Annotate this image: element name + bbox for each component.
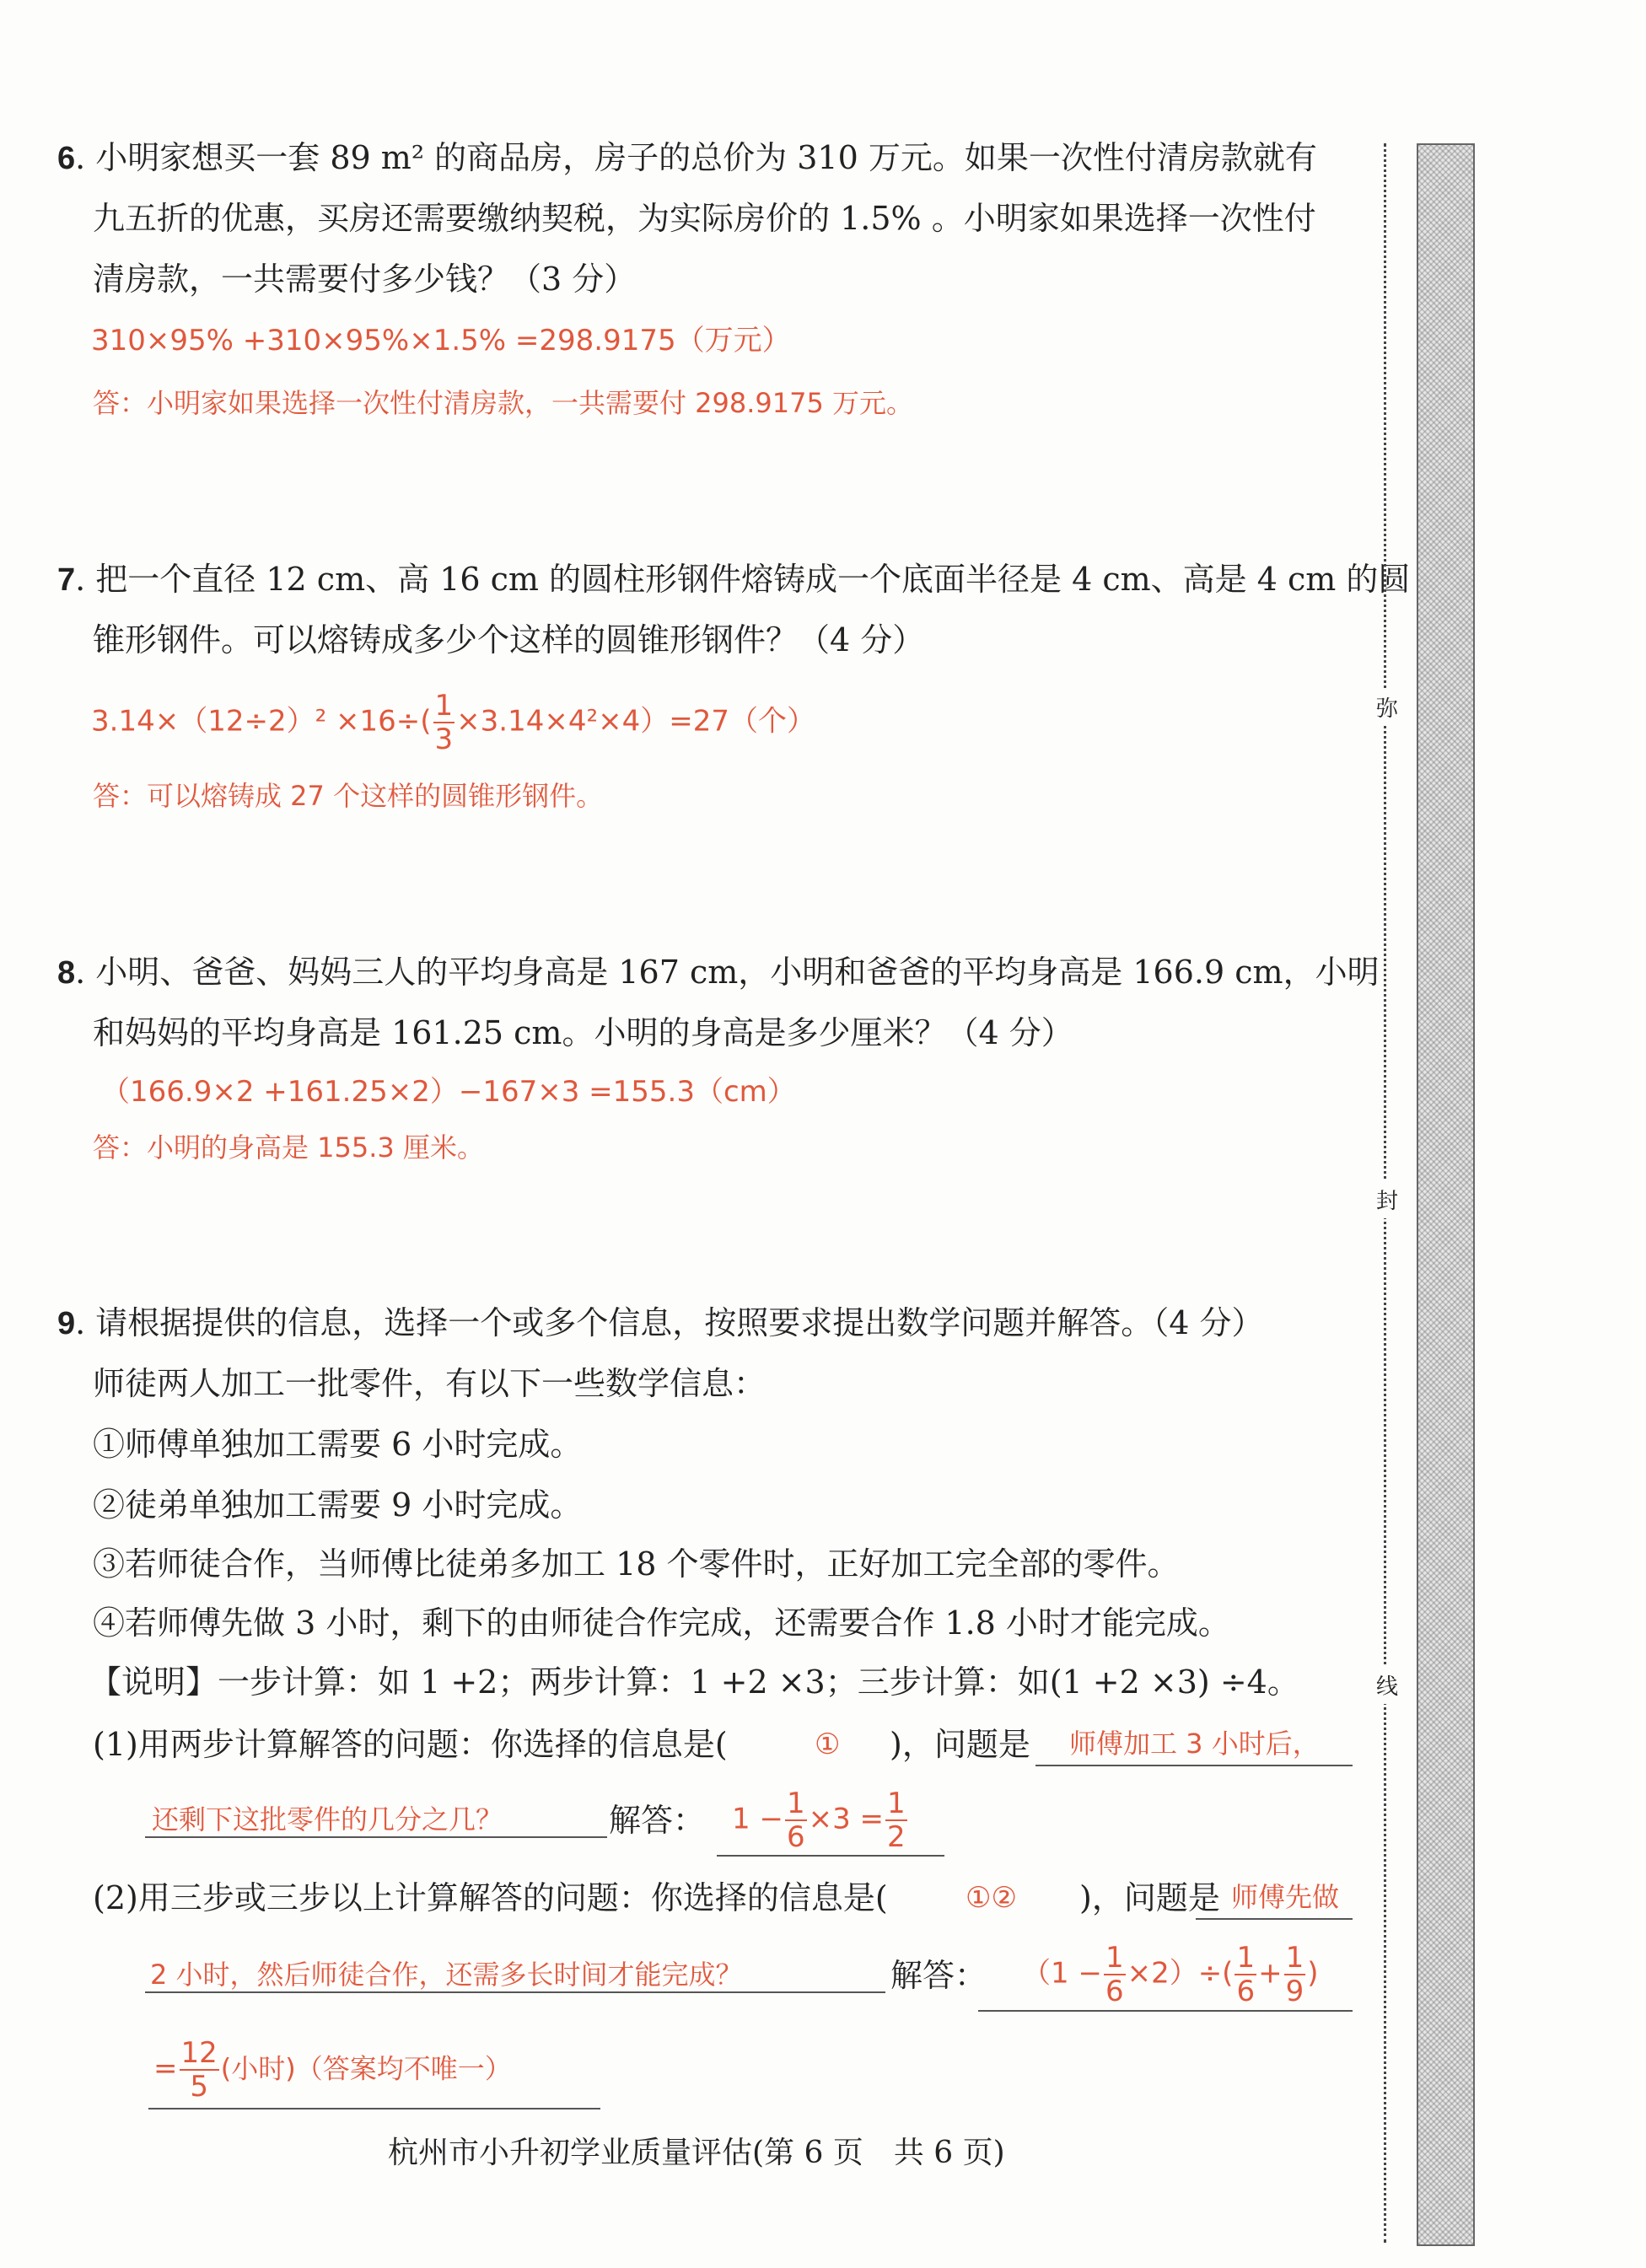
binding-label-mi: 弥	[1374, 688, 1400, 726]
q7-line2: 锥形钢件。可以熔铸成多少个这样的圆锥形钢件？（4 分）	[93, 621, 925, 658]
q9-p1-solution	[732, 1787, 909, 1854]
q9-p1-question-1: 师傅加工 3 小时后，	[1069, 1728, 1320, 1760]
q8-work: （166.9×2 +161.25×2）−167×3 =155.3（cm）	[101, 1075, 796, 1109]
q9-info2: ②徒弟单独加工需要 9 小时完成。	[93, 1486, 583, 1524]
q9-p2-sol-frac-3	[1284, 1943, 1306, 2006]
q9-p1-mid: )，问题是	[890, 1726, 1030, 1763]
q7-frac-num: 1	[434, 689, 454, 723]
q6-answer: 答：小明家如果选择一次性付清房款，一共需要付 298.9175 万元。	[93, 387, 914, 419]
q9-p2-solve-label: 解答：	[890, 1957, 987, 1994]
q9-p1-sol-frac-num: 1	[786, 1787, 805, 1820]
q9-p2-mid: )，问题是	[1079, 1879, 1220, 1916]
q9-p1-sol-frac	[785, 1787, 807, 1854]
q9-info4: ④若师傅先做 3 小时，剩下的由师徒合作完成，还需要合作 1.8 小时才能完成。	[93, 1604, 1230, 1642]
q9-p2-sol-a: （1 −	[1022, 1956, 1102, 1991]
q9-p2-sol-c: )	[1307, 1956, 1319, 1991]
q9-p2-result	[153, 2036, 512, 2104]
binding-label-xian: 线	[1374, 1666, 1400, 1704]
q9-p2-question-underline-1	[1196, 1918, 1353, 1920]
q8-line2: 和妈妈的平均身高是 161.25 cm。小明的身高是多少厘米？（4 分）	[93, 1014, 1073, 1051]
q9-p1-sol-b: ×3 =	[808, 1802, 884, 1836]
q9-p2-sol-frac-2-den: 6	[1236, 1975, 1256, 2008]
q6-text-1: . 小明家想买一套 89 m² 的商品房，房子的总价为 310 万元。如果一次性付清房款就有	[75, 139, 1317, 176]
q9-p1-sol-result-num: 1	[887, 1787, 906, 1820]
q9-note: 【说明】一步计算：如 1 +2；两步计算：1 +2 ×3；三步计算：如(1 +2 ×3) ÷4。	[89, 1663, 1299, 1701]
q9-p2-res-frac-num: 12	[180, 2036, 218, 2070]
q9-p1-sol-a: 1 −	[732, 1802, 783, 1836]
q6-line2: 九五折的优惠，买房还需要缴纳契税，为实际房价的 1.5% 。小明家如果选择一次性付	[93, 200, 1316, 237]
q6-line1	[57, 139, 1317, 176]
q6-number: 6	[57, 141, 76, 176]
q7-line1	[57, 563, 1410, 596]
q9-info1: ①师傅单独加工需要 6 小时完成。	[93, 1426, 583, 1463]
q7-frac-den: 3	[434, 723, 454, 756]
q9-p1-prefix: (1)用两步计算解答的问题：你选择的信息是(	[93, 1726, 728, 1763]
q8-answer: 答：小明的身高是 155.3 厘米。	[93, 1131, 484, 1164]
q9-p2-prefix: (2)用三步或三步以上计算解答的问题：你选择的信息是(	[93, 1879, 888, 1916]
q9-p2-sol-frac-3-den: 9	[1285, 1975, 1304, 2008]
q9-p2-question-1: 师傅先做	[1231, 1881, 1340, 1913]
q9-p2-sol-frac-2	[1234, 1943, 1256, 2006]
page-footer: 杭州市小升初学业质量评估(第 6 页 共 6 页)	[388, 2136, 1005, 2170]
q9-line2: 师徒两人加工一批零件，有以下一些数学信息：	[93, 1365, 767, 1402]
q8-text-1: . 小明、爸爸、妈妈三人的平均身高是 167 cm，小明和爸爸的平均身高是 166.9 cm，小明	[75, 954, 1380, 991]
q9-p2-sol-frac-3-num: 1	[1285, 1941, 1304, 1975]
q7-work	[91, 691, 815, 754]
q9-p2-solution-underline-1	[978, 2010, 1353, 2012]
q9-p2-res-frac-den: 5	[190, 2070, 208, 2104]
q8-line1	[57, 956, 1380, 989]
q9-p2-choice: ①②	[966, 1881, 1017, 1915]
q9-text-1: . 请根据提供的信息，选择一个或多个信息，按照要求提出数学问题并解答。（4 分）	[75, 1304, 1264, 1341]
q9-p2-sol-frac-1	[1104, 1943, 1126, 2006]
q7-work-b: ×3.14×4²×4）=27（个）	[456, 704, 815, 739]
q9-p2-solution	[1022, 1943, 1319, 2006]
q9-p1-sol-frac-den: 6	[786, 1820, 805, 1854]
q9-p2-res-tail: (小时)（答案均不唯一）	[220, 2052, 512, 2085]
q9-p2-sol-plus: +	[1258, 1956, 1283, 1991]
q6-work: 310×95% +310×95%×1.5% =298.9175（万元）	[91, 324, 791, 357]
q7-answer: 答：可以熔铸成 27 个这样的圆锥形钢件。	[93, 780, 604, 812]
binding-hatched-strip	[1417, 143, 1475, 2246]
q9-p2-question-2: 2 小时，然后师徒合作，还需多长时间才能完成？	[150, 1959, 743, 1991]
q7-number: 7	[57, 562, 76, 598]
q9-p2-sol-b: ×2）÷(	[1127, 1956, 1234, 1991]
q9-number: 9	[57, 1306, 76, 1341]
q8-number: 8	[57, 955, 76, 991]
q9-p2-question-underline-2	[145, 1991, 885, 1993]
q7-work-a: 3.14×（12÷2）² ×16÷(	[91, 704, 432, 739]
q9-line1	[57, 1304, 1264, 1341]
q9-p1-solution-underline	[717, 1855, 944, 1857]
q7-text-1: . 把一个直径 12 cm、高 16 cm 的圆柱形钢件熔铸成一个底面半径是 4 cm、高是 4 cm 的圆	[75, 561, 1411, 598]
q9-p2-res-frac	[180, 2036, 219, 2104]
q6-line3: 清房款，一共需要付多少钱？（3 分）	[93, 261, 637, 298]
q9-p1-solve-label: 解答：	[609, 1802, 706, 1839]
q9-p2-sol-frac-1-num: 1	[1105, 1941, 1124, 1975]
q9-p1-choice: ①	[815, 1728, 841, 1761]
q9-p1-question-underline-1	[1035, 1765, 1353, 1766]
q9-info3: ③若师徒合作，当师傅比徒弟多加工 18 个零件时，正好加工完全部的零件。	[93, 1545, 1180, 1583]
q9-p2-sol-frac-1-den: 6	[1105, 1975, 1124, 2008]
q9-p1-question-2: 还剩下这批零件的几分之几？	[152, 1803, 503, 1835]
q7-fraction	[433, 691, 455, 754]
q9-p2-solution-underline-2	[148, 2108, 600, 2109]
binding-label-feng: 封	[1374, 1180, 1400, 1218]
q9-p1-question-underline-2	[145, 1836, 607, 1838]
q9-p1-sol-result-den: 2	[887, 1820, 906, 1854]
q9-p2-res-eq: =	[153, 2051, 178, 2086]
q9-p2-sol-frac-2-num: 1	[1236, 1941, 1256, 1975]
q9-p1-sol-result	[885, 1787, 907, 1854]
